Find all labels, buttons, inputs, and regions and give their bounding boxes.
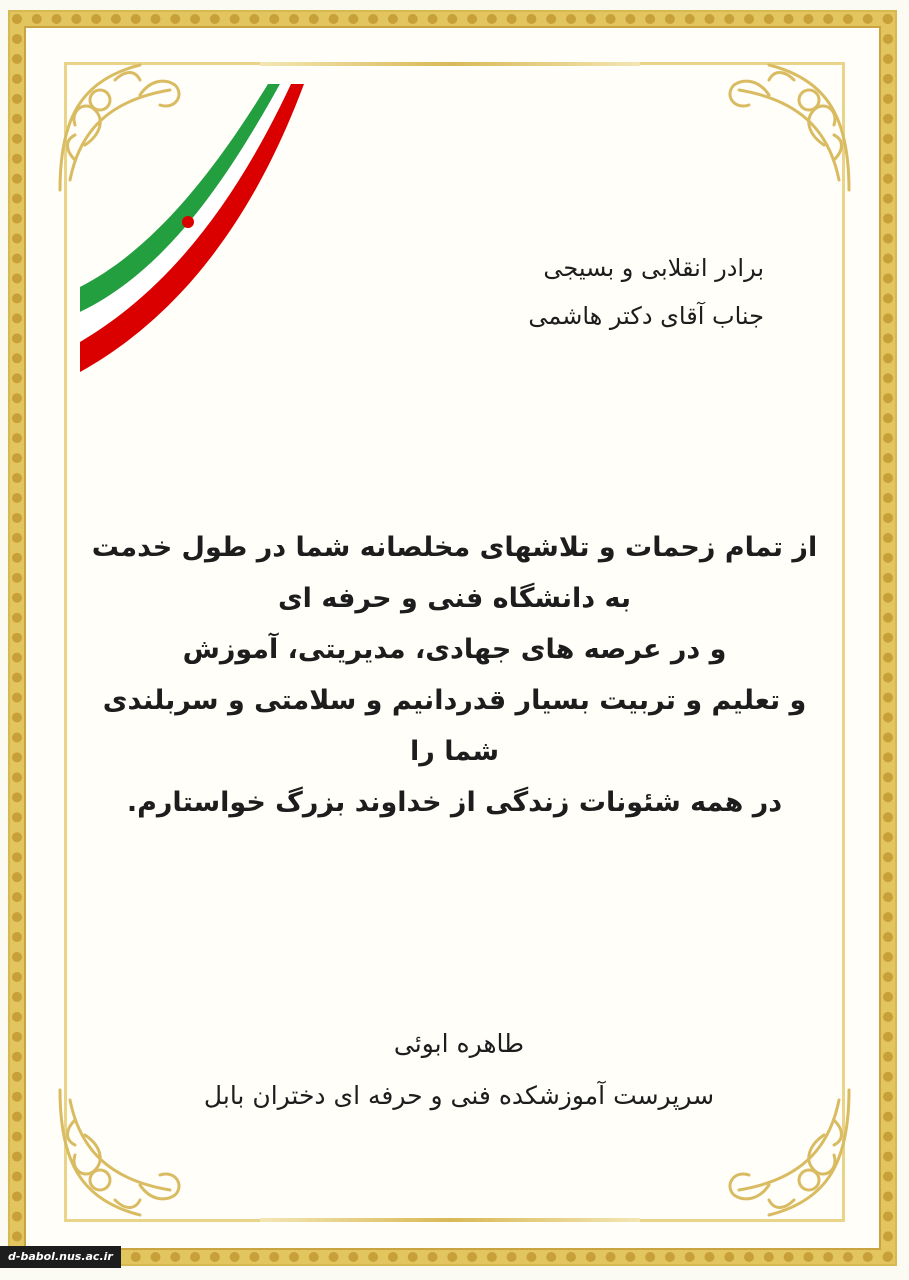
watermark-url: d-babol.nus.ac.ir [0,1246,121,1268]
message-line: و در عرصه های جهادی، مدیریتی، آموزش [182,634,727,665]
recipient-line-1: برادر انقلابی و بسیجی [543,254,764,282]
appreciation-message [90,522,819,828]
top-decorative-line [260,62,640,66]
message-line: و تعلیم و تربیت بسیار قدردانیم و سلامتی و سربلندی شما را [102,685,807,767]
iran-flag-ribbon-icon [78,72,318,392]
message-line: به دانشگاه فنی و حرفه ای [277,583,632,614]
recipient-line-2: جناب آقای دکتر هاشمی [528,302,764,330]
signer-name: طاهره ابوئی [393,1029,525,1058]
recipient-block [344,244,764,340]
message-line: از تمام زحمات و تلاشهای مخلصانه شما در طول خدمت [91,532,818,563]
signature-block [159,1018,759,1122]
gold-floral-corner-icon [699,40,869,210]
signer-title: سرپرست آموزشکده فنی و حرفه ای دختران بابل [203,1081,715,1110]
bottom-decorative-line [260,1218,640,1222]
message-line: در همه شئونات زندگی از خداوند بزرگ خواستارم. [126,787,783,818]
